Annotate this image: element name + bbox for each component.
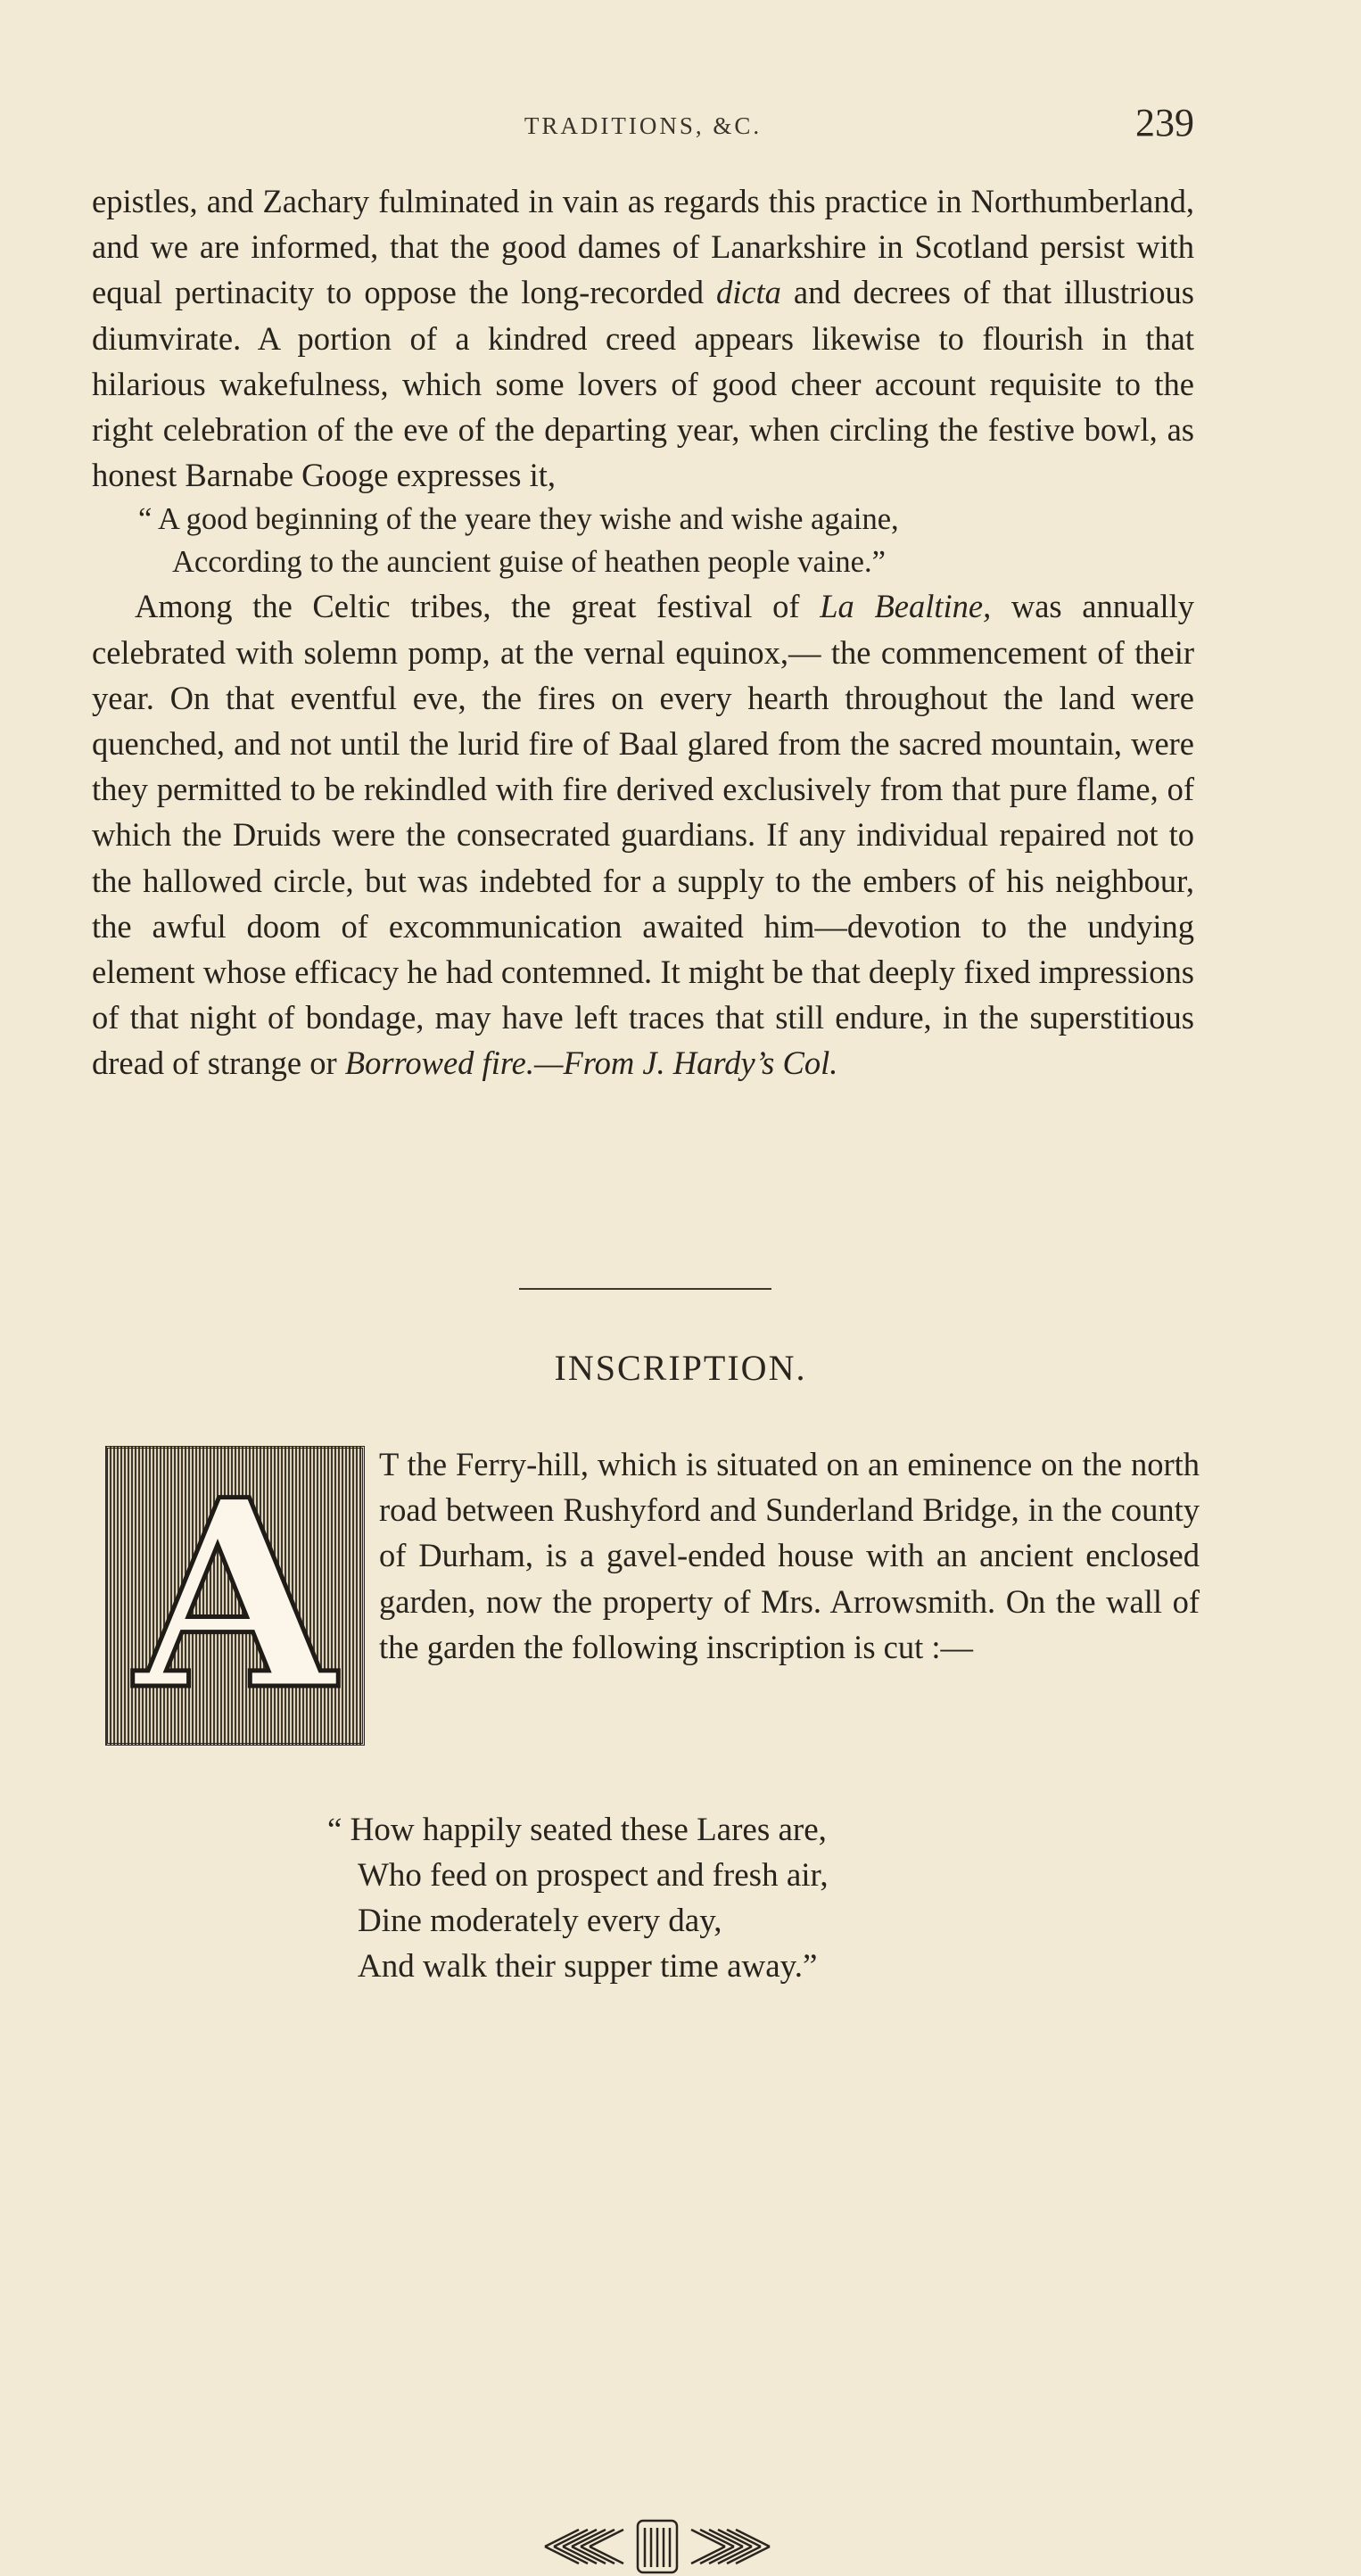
poem-line-1: “ How happily seated these Lares are, <box>327 1812 827 1848</box>
section-divider <box>519 1288 771 1290</box>
verse-line-2: According to the auncient guise of heathen people vaine.” <box>172 545 886 580</box>
paragraph-1 <box>92 178 1194 498</box>
section-title: INSCRIPTION. <box>554 1348 807 1388</box>
paragraph-1-text-a: epistles, and Zachary fulminated in vain as regards this practice in Northumberland, and we are informed, that the good dames of Lanarkshire in Scotland persist with equal pertinacity to oppose the long-recorded <box>92 183 1194 311</box>
dropcap-letter: A <box>134 1444 335 1747</box>
running-head: TRADITIONS, &C. <box>524 112 763 139</box>
page-number: 239 <box>1135 101 1194 144</box>
verse-line-1: “ A good beginning of the yeare they wishe and wishe againe, <box>138 502 899 537</box>
dicta-italic: dicta <box>715 274 781 311</box>
ornament-icon <box>538 2517 779 2576</box>
poem-line-3: Dine moderately every day, <box>358 1903 722 1939</box>
festival-name: La Bealtine, <box>820 588 992 625</box>
body-text <box>92 178 1194 1086</box>
paragraph-2 <box>92 583 1194 1086</box>
paragraph-2-text-b: was annually celebrated with solemn pomp, at the vernal equinox,— the commencement of their year. On that eventful eve, the fires on every hearth throughout the land were quenched, and not until the lurid fire of Baal glared from the sacred mountain, were they permitted to be rekindled with fire derived exclusively from that pure flame, of which the Druids were the consecrated guardians. If any individual repaired not to the hallowed circle, but was indebted for a supply to the embers of his neighbour, the awful doom of excommunication awaited him—devotion to the undying element whose efficacy he had contemned. It might be that deeply fixed impressions of that night of bondage, may have left traces that still endure, in the superstitious dread of strange or <box>92 588 1194 1082</box>
inscription-text: T the Ferry-hill, which is situated on an eminence on the north road between Rushyford and Sunderland Bridge, in the county of Durham, is a gavel-ended house with an ancient enclosed garden, now the property of Mrs. Arrowsmith. On the wall of the garden the following inscription is cut :— <box>379 1446 1200 1665</box>
citation: Borrowed fire.—From J. Hardy’s Col. <box>344 1044 838 1082</box>
inscription-poem <box>327 1807 829 1989</box>
poem-line-4: And walk their supper time away.” <box>358 1948 818 1985</box>
paragraph-1-text-b: and decrees of that illustrious diumvirate. A portion of a kindred creed appears likewise to flourish in that hilarious wakefulness, which some lovers of good cheer account requisite to the right celebration of the eve of the departing year, when circling the festive bowl, as honest Barnabe Googe expresses it, <box>92 274 1194 494</box>
decorated-initial <box>105 1446 365 1746</box>
verse-quote <box>138 498 1194 583</box>
page-header <box>92 100 1194 153</box>
poem-line-2: Who feed on prospect and fresh air, <box>358 1857 829 1894</box>
paragraph-2-text-a: Among the Celtic tribes, the great festival of <box>135 588 821 625</box>
inscription-paragraph <box>379 1441 1200 1670</box>
